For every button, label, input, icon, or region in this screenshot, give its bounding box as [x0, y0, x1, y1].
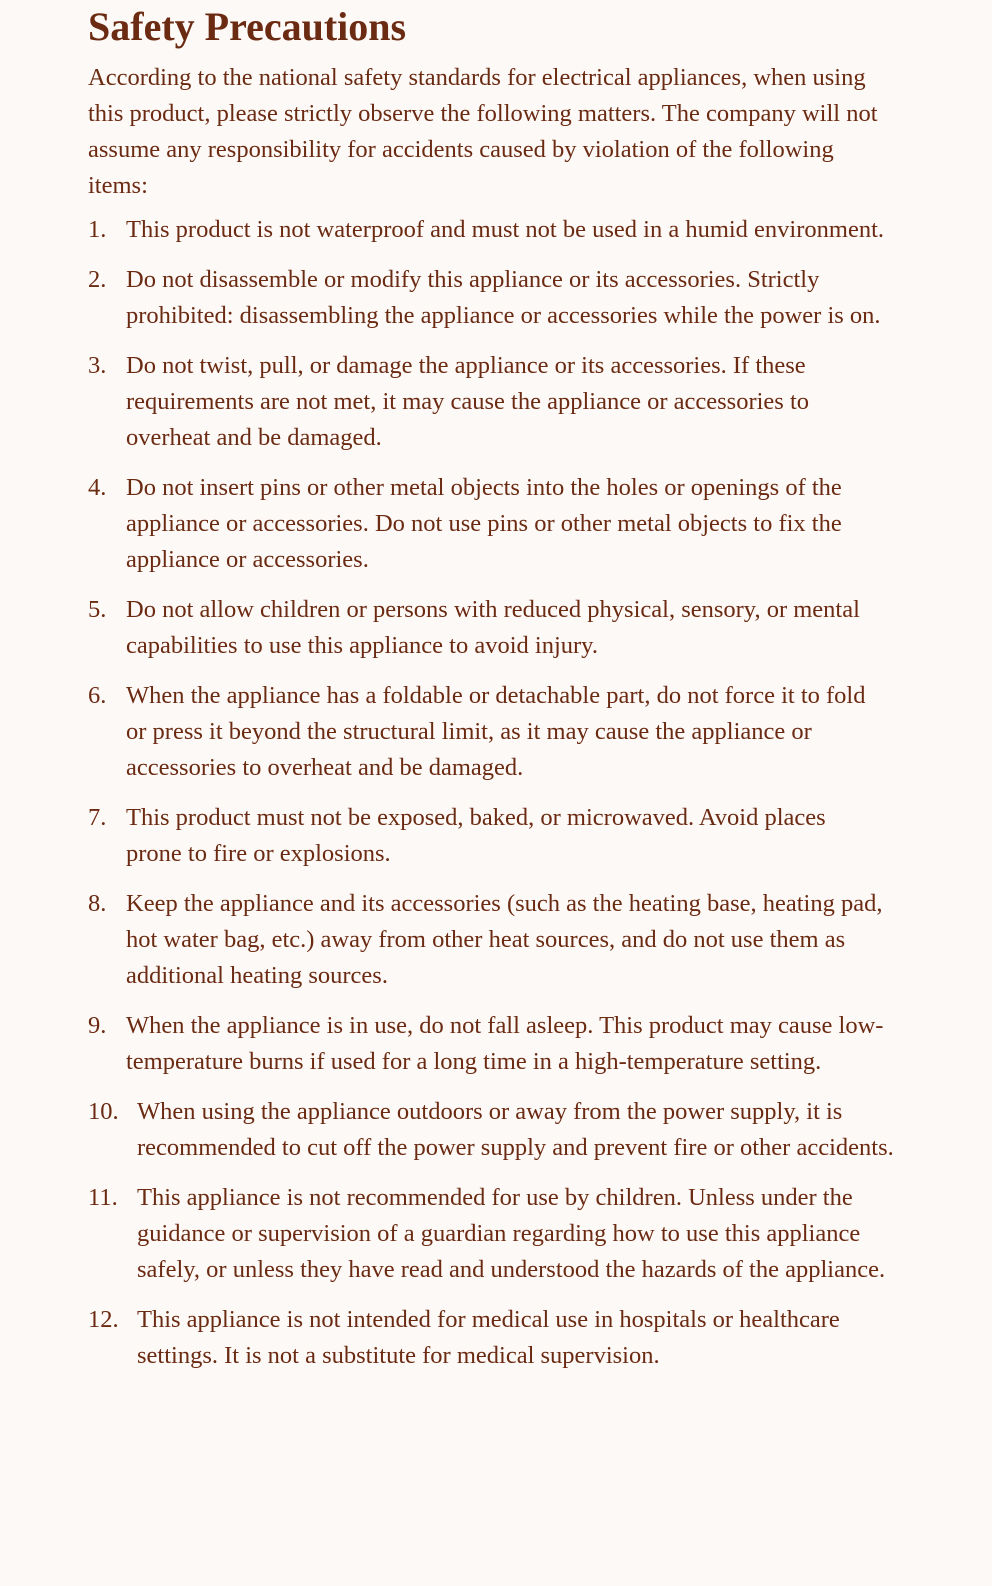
item-text: This appliance is not recommended for use by children. Unless under the guidance or supervision of a guardian regarding how to use this appliance safely, or unless they have read and understood the hazards of the appliance. [137, 1184, 886, 1283]
item-number: 5. [88, 596, 107, 623]
list-item [88, 1180, 932, 1288]
list-item [88, 1094, 932, 1166]
list-item [88, 800, 932, 872]
item-text: When the appliance is in use, do not fall asleep. This product may cause low-temperature burns if used for a long time in a high-temperature setting. [126, 1012, 884, 1075]
list-item [88, 592, 932, 664]
list-item [88, 212, 932, 248]
item-text: When using the appliance outdoors or away from the power supply, it is recommended to cut off the power supply and prevent fire or other accidents. [137, 1098, 894, 1161]
item-number: 8. [88, 890, 107, 917]
item-text: When the appliance has a foldable or detachable part, do not force it to fold or press it beyond the structural limit, as it may cause the appliance or accessories to overheat and be damaged. [126, 682, 866, 781]
item-text: This product must not be exposed, baked, or microwaved. Avoid places prone to fire or explosions. [126, 804, 826, 867]
item-number: 12. [88, 1306, 119, 1333]
item-number: 1. [88, 216, 107, 243]
list-item [88, 886, 932, 994]
item-number: 10. [88, 1098, 119, 1125]
item-number: 9. [88, 1012, 107, 1039]
list-item [88, 1008, 932, 1080]
item-number: 4. [88, 474, 107, 501]
precautions-list [88, 212, 932, 1374]
list-item [88, 1302, 932, 1374]
item-text: Do not allow children or persons with reduced physical, sensory, or mental capabilities to use this appliance to avoid injury. [126, 596, 860, 659]
item-number: 7. [88, 804, 107, 831]
item-text: Do not twist, pull, or damage the appliance or its accessories. If these requirements are not met, it may cause the appliance or accessories to overheat and be damaged. [126, 352, 809, 451]
item-number: 3. [88, 352, 107, 379]
item-number: 2. [88, 266, 107, 293]
list-item [88, 470, 932, 578]
list-item [88, 348, 932, 456]
item-text: This product is not waterproof and must not be used in a humid environment. [126, 216, 885, 243]
item-number: 11. [88, 1184, 118, 1211]
page-title: Safety Precautions [88, 4, 407, 49]
list-item [88, 678, 932, 786]
item-text: This appliance is not intended for medical use in hospitals or healthcare settings. It is not a substitute for medical supervision. [137, 1306, 840, 1369]
item-text: Do not insert pins or other metal objects into the holes or openings of the appliance or accessories. Do not use pins or other metal objects to fix the appliance or accessories. [126, 474, 842, 573]
item-number: 6. [88, 682, 107, 709]
item-text: Keep the appliance and its accessories (such as the heating base, heating pad, hot water bag, etc.) away from other heat sources, and do not use them as additional heating sources. [126, 890, 883, 989]
intro-paragraph: According to the national safety standards for electrical appliances, when using this product, please strictly observe the following matters. The company will not assume any responsibility for accidents caused by violation of the following items: [88, 64, 878, 199]
item-text: Do not disassemble or modify this appliance or its accessories. Strictly prohibited: disassembling the appliance or accessories while the power is on. [126, 266, 881, 329]
list-item [88, 262, 932, 334]
